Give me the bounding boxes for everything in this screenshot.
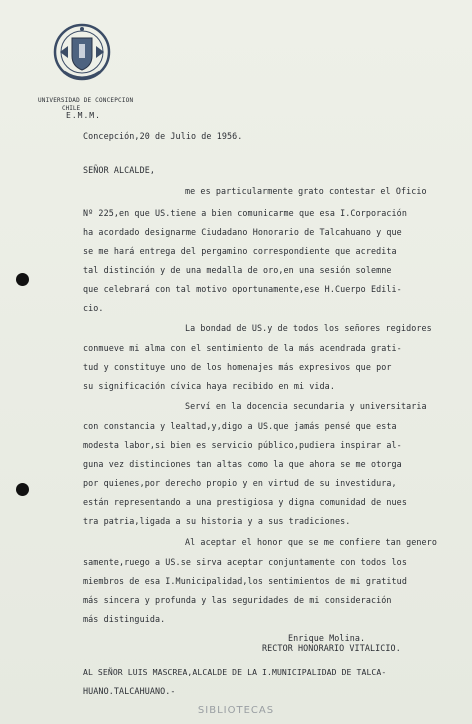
body-line: más distinguida. — [83, 614, 166, 624]
body-line: Al aceptar el honor que se me confiere tan genero — [185, 537, 437, 547]
body-line: ha acordado designarme Ciudadano Honorario de Talcahuano y que — [83, 227, 402, 237]
body-line: La bondad de US.y de todos los señores regidores — [185, 323, 432, 333]
institution-name: UNIVERSIDAD DE CONCEPCION — [38, 97, 134, 104]
punch-hole — [16, 273, 29, 286]
body-line: modesta labor,si bien es servicio público,pudiera inspirar al- — [83, 440, 402, 450]
sender-initials: E.M.M. — [66, 111, 101, 120]
library-watermark: SIBLIOTECAS — [197, 705, 275, 716]
date-line: Concepción,20 de Julio de 1956. — [83, 131, 243, 141]
body-line: se me hará entrega del pergamino correspondiente que acredita — [83, 246, 397, 256]
body-line: su significación cívica haya recibido en mi vida. — [83, 381, 335, 391]
body-line: más sincera y profunda y las seguridades de mi consideración — [83, 595, 392, 605]
body-line: guna vez distinciones tan altas como la que ahora se me otorga — [83, 459, 402, 469]
salutation: SEÑOR ALCALDE, — [83, 165, 155, 175]
signature-name: Enrique Molina. — [288, 633, 366, 643]
body-line: tal distinción y de una medalla de oro,en una sesión solemne — [83, 265, 392, 275]
punch-hole — [16, 483, 29, 496]
body-line: samente,ruego a US.se sirva aceptar conjuntamente con todos los — [83, 557, 407, 567]
body-line: tra patria,ligada a su historia y a sus tradiciones. — [83, 516, 351, 526]
addressee-line: HUANO.TALCAHUANO.- — [83, 686, 176, 696]
body-line: están representando a una prestigiosa y digna comunidad de nues — [83, 497, 407, 507]
body-line: me es particularmente grato contestar el Oficio — [185, 186, 427, 196]
country-label: CHILE — [62, 105, 81, 112]
body-line: por quienes,por derecho propio y en virtud de su investidura, — [83, 478, 397, 488]
body-line: cio. — [83, 303, 104, 313]
body-line: conmueve mi alma con el sentimiento de la más acendrada grati- — [83, 343, 402, 353]
addressee-line: AL SEÑOR LUIS MASCREA,ALCALDE DE LA I.MUNICIPALIDAD DE TALCA- — [83, 667, 387, 677]
body-line: Serví en la docencia secundaria y universitaria — [185, 401, 427, 411]
body-line: Nº 225,en que US.tiene a bien comunicarme que esa I.Corporación — [83, 208, 407, 218]
body-line: que celebrará con tal motivo oportunamente,ese H.Cuerpo Edili- — [83, 284, 402, 294]
body-line: con constancia y lealtad,y,digo a US.que jamás pensé que esta — [83, 421, 397, 431]
signature-title: RECTOR HONORARIO VITALICIO. — [262, 643, 401, 653]
university-crest-icon — [52, 22, 112, 88]
body-line: miembros de esa I.Municipalidad,los sentimientos de mi gratitud — [83, 576, 407, 586]
body-line: tud y constituye uno de los homenajes más expresivos que por — [83, 362, 392, 372]
